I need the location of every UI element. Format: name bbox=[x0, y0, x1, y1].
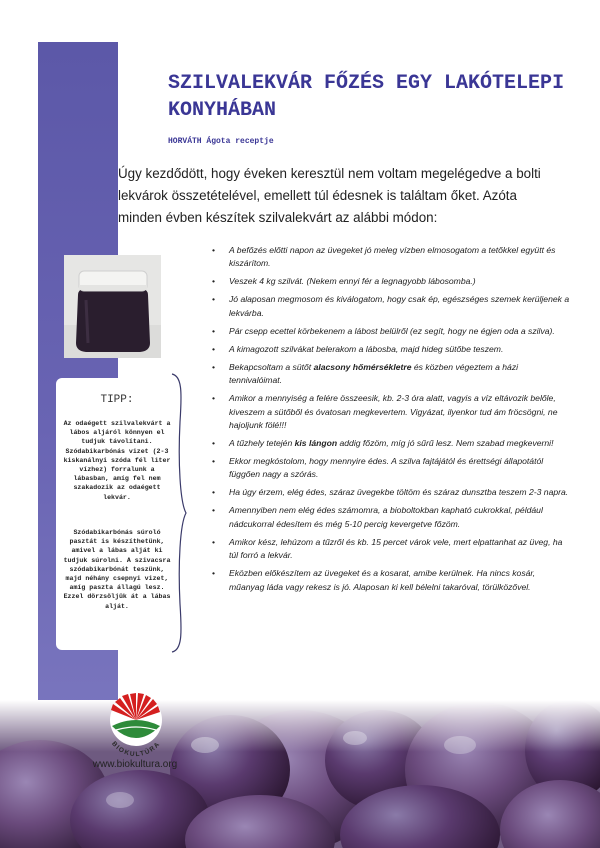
tip-title: TIPP: bbox=[100, 394, 134, 406]
step-item: • Ekkor megkóstolom, hogy mennyire édes. A szilva fajtájától és érettségi állapotától függően nagy a szórás. bbox=[212, 455, 572, 482]
step-item: • Bekapcsoltam a sütőt alacsony hőmérsékletre és közben végeztem a házi tennivalóimat. bbox=[212, 361, 572, 388]
step-item: • Ha úgy érzem, elég édes, száraz üvegekbe töltöm és száraz dunsztba teszem 2-3 napra. bbox=[212, 486, 572, 499]
step-item: • Pár csepp ecettel körbekenem a lábost belülről (ez segít, hogy ne égjen oda a szilva). bbox=[212, 325, 572, 338]
plums-photo bbox=[0, 700, 600, 848]
step-item: • A kimagozott szilvákat belerakom a lábosba, majd hideg sütőbe teszem. bbox=[212, 343, 572, 356]
step-item: • Jó alaposan megmosom és kiválogatom, hogy csak ép, egészséges szemek kerüljenek a lekvárba. bbox=[212, 293, 572, 320]
step-item: • A befőzés előtti napon az üvegeket jó meleg vízben elmosogatom a tetőkkel együtt és kiszárítom. bbox=[212, 244, 572, 271]
recipe-steps bbox=[212, 244, 572, 599]
step-item: • Amennyiben nem elég édes számomra, a bioboltokban kapható cukrokkal, például nádcukorral édesítem és még 5-10 percig kevergetve főzöm. bbox=[212, 504, 572, 531]
tip-paragraph-1: Az odaégett szilvalekvárt a lábos aljáról könnyen el tudjuk távolítani. Szódabikarbónás vizet (2-3 kiskanálnyi szóda fél liter vízhez) forralunk a lábasban, amíg fel nem szakadozik az odaégett lekvár. bbox=[63, 420, 171, 501]
page-title: SZILVALEKVÁR FŐZÉS EGY LAKÓTELEPI KONYHÁBAN bbox=[168, 72, 565, 122]
step-item: • Eközben előkészítem az üvegeket és a kosarat, amibe kerülnek. Ha nincs kosár, műanyag láda vagy rekesz is jó. Alaposan ki kell bélelni takaróval, törülközővel. bbox=[212, 567, 572, 594]
logo-text: BIOKULTÚRA bbox=[110, 740, 162, 759]
jam-jar-photo bbox=[64, 255, 161, 358]
step-item: • Amikor kész, lehúzom a tűzről és kb. 15 percet várok vele, mert elpattanhat az üveg, ha túl forró a lekvár. bbox=[212, 536, 572, 563]
tip-paragraph-2: Szódabikarbónás súroló pasztát is készíthetünk, amivel a lábas alját ki tudjuk súrolni. A szivacsra szódabikarbónát teszünk, majd néhány csepnyi vizet, amíg paszta állagú lesz. Ezzel dörzsöljük át a lábas alját. bbox=[63, 529, 171, 610]
curly-brace bbox=[170, 372, 188, 654]
intro-paragraph: Úgy kezdődött, hogy éveken keresztül nem voltam megelégedve a bolti lekvárok összetételével, emellett túl édesnek is találtam őket. Azóta minden évben készítek szilvalekvárt az alábbi módon: bbox=[118, 166, 541, 225]
biokultura-logo bbox=[98, 686, 174, 762]
website-url: www.biokultura.org bbox=[92, 759, 178, 770]
step-item: • Amikor a mennyiség a felére összeesik, kb. 2-3 óra alatt, vagyis a víz eltávozik belőle, kiveszem a sütőből és óvatosan megkevertem. Vigyázat, ilyenkor tud ám fröcsögni, ne hajoljunk fölé!!! bbox=[212, 392, 572, 432]
step-item: • A tűzhely tetején kis lángon addig főzöm, míg jó sűrű lesz. Nem szabad megkeverni! bbox=[212, 437, 572, 450]
recipe-author: HORVÁTH Ágota receptje bbox=[168, 137, 274, 146]
step-item: • Veszek 4 kg szilvát. (Nekem ennyi fér a legnagyobb lábosomba.) bbox=[212, 275, 572, 288]
